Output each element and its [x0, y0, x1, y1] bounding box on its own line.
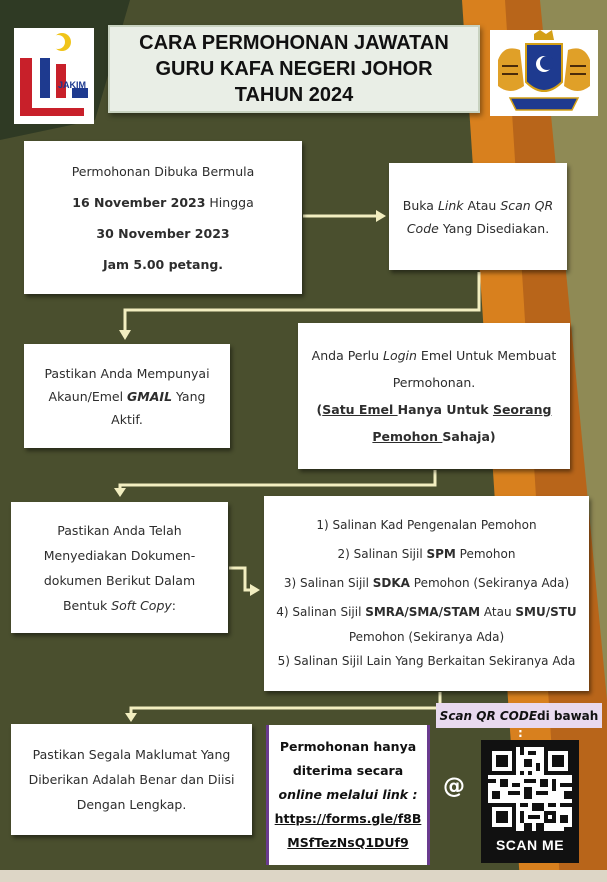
step2-line-1: [403, 194, 553, 217]
step-prepare-documents: [11, 502, 228, 633]
step-verify-information: [11, 724, 252, 835]
step2-open: Buka: [402, 197, 438, 213]
step2-link-word: Link: [437, 197, 464, 213]
johor-crest: [490, 30, 598, 116]
end-date: 30 November 2023: [96, 225, 230, 241]
scan-colon: :: [518, 726, 523, 740]
online-application-box: [266, 725, 430, 865]
document-item-5: 5) Salinan Sijil Lain Yang Berkaitan Sekiranya Ada: [277, 654, 576, 668]
document-item-4-line-2: Pemohon (Sekiranya Ada): [348, 630, 505, 644]
johor-coat-of-arms-icon: [490, 30, 598, 116]
step5-line-1: Pastikan Anda Telah: [57, 522, 182, 538]
step4-one-person: Seorang: [492, 402, 552, 417]
title-line-1: CARA PERMOHONAN JAWATAN: [139, 32, 449, 54]
scan-below-text: di bawah: [537, 708, 599, 723]
step6-line-3: Dengan Lengkap.: [76, 797, 187, 812]
document-item-1: 1) Salinan Kad Pengenalan Pemohon: [316, 518, 537, 532]
doc2-post: Pemohon: [455, 547, 516, 561]
step4-paren: (: [316, 402, 323, 417]
step4-line-4: [372, 423, 495, 450]
scan-qr-code-text: Scan QR CODE: [439, 708, 538, 723]
step2-scan-qr: Scan QR: [500, 197, 554, 213]
step2-line-2: [407, 217, 549, 240]
jakim-logo: [14, 28, 94, 124]
step4-line-2: Permohonan.: [392, 375, 476, 390]
step4-line-1: [312, 342, 557, 369]
step3-gmail: GMAIL: [127, 388, 173, 404]
at-symbol: @: [443, 774, 465, 799]
application-form-link-cont[interactable]: MSfTezNsQ1DUf9: [287, 835, 409, 850]
doc4-pre: 4) Salinan Sijil: [276, 605, 366, 619]
doc3-post: Pemohon (Sekiranya Ada): [409, 576, 570, 590]
step-application-period: [24, 141, 302, 294]
step5-colon: :: [171, 597, 177, 613]
application-form-link[interactable]: https://forms.gle/f8B: [274, 811, 422, 826]
step5-form: Bentuk: [62, 597, 112, 613]
step4-only: Sahaja): [442, 429, 496, 444]
step4-need: Anda Perlu: [311, 348, 383, 363]
step1-line-1: Permohonan Dibuka Bermula: [71, 163, 255, 179]
step3-line-1: Pastikan Anda Mempunyai: [44, 365, 210, 381]
qr-code-icon: [488, 747, 572, 831]
jakim-emblem-icon: [14, 28, 94, 124]
step5-line-4: [63, 593, 176, 618]
step1-until: Hingga: [205, 194, 254, 210]
document-item-4: [276, 598, 576, 627]
online-line-1: Permohonan hanya: [279, 739, 417, 754]
step4-one-email: Satu Emel: [322, 402, 398, 417]
doc4-or: Atau: [480, 605, 516, 619]
title-line-2: GURU KAFA NEGERI JOHOR: [155, 58, 433, 80]
doc3-sdka: SDKA: [372, 576, 410, 590]
step5-line-2: Menyediakan Dokumen-: [43, 547, 196, 563]
doc2-pre: 2) Salinan Sijil: [337, 547, 427, 561]
closing-time: Jam 5.00 petang.: [102, 256, 224, 272]
scan-qr-label: [436, 703, 602, 728]
step2-code-word: Code: [406, 220, 439, 236]
step4-only-for: Hanya Untuk: [397, 402, 493, 417]
online-line-3: online melalui link :: [278, 787, 418, 802]
document-item-3: [284, 569, 569, 598]
document-list: [264, 496, 589, 691]
step4-email-to-make: Emel Untuk Membuat: [416, 348, 557, 363]
step2-or: Atau: [463, 197, 501, 213]
step5-soft-copy: Soft Copy: [111, 597, 172, 613]
step4-login: Login: [383, 348, 417, 363]
step-login-email: [298, 323, 570, 469]
step4-applicant: Pemohon: [372, 429, 443, 444]
doc4-smra: SMRA/SMA/STAM: [365, 605, 481, 619]
step3-line-2: [49, 385, 206, 408]
step4-line-3: [317, 396, 552, 423]
step1-line-2: [72, 187, 254, 218]
document-item-2: [338, 540, 516, 569]
scan-me-label: SCAN ME: [495, 837, 565, 853]
jakim-logo-text: JAKIM: [58, 80, 87, 90]
doc3-pre: 3) Salinan Sijil: [283, 576, 373, 590]
title-line-3: TAHUN 2024: [234, 84, 354, 106]
step6-line-1: Pastikan Segala Maklumat Yang: [32, 747, 231, 762]
start-date: 16 November 2023: [72, 194, 206, 210]
step-gmail-account: [24, 344, 230, 448]
qr-code[interactable]: [481, 740, 579, 863]
step3-which: Yang: [172, 388, 206, 404]
doc2-spm: SPM: [426, 547, 456, 561]
step3-line-3: Aktif.: [111, 411, 143, 427]
online-line-2: diterima secara: [292, 763, 404, 778]
page-title: [108, 25, 480, 113]
step2-provided: Yang Disediakan.: [438, 220, 550, 236]
step6-line-2: Diberikan Adalah Benar dan Diisi: [28, 772, 235, 787]
doc4-smu: SMU/STU: [515, 605, 577, 619]
step3-account: Akaun/Emel: [48, 388, 128, 404]
step-open-link: [389, 163, 567, 270]
step5-line-3: dokumen Berikut Dalam: [43, 572, 196, 588]
